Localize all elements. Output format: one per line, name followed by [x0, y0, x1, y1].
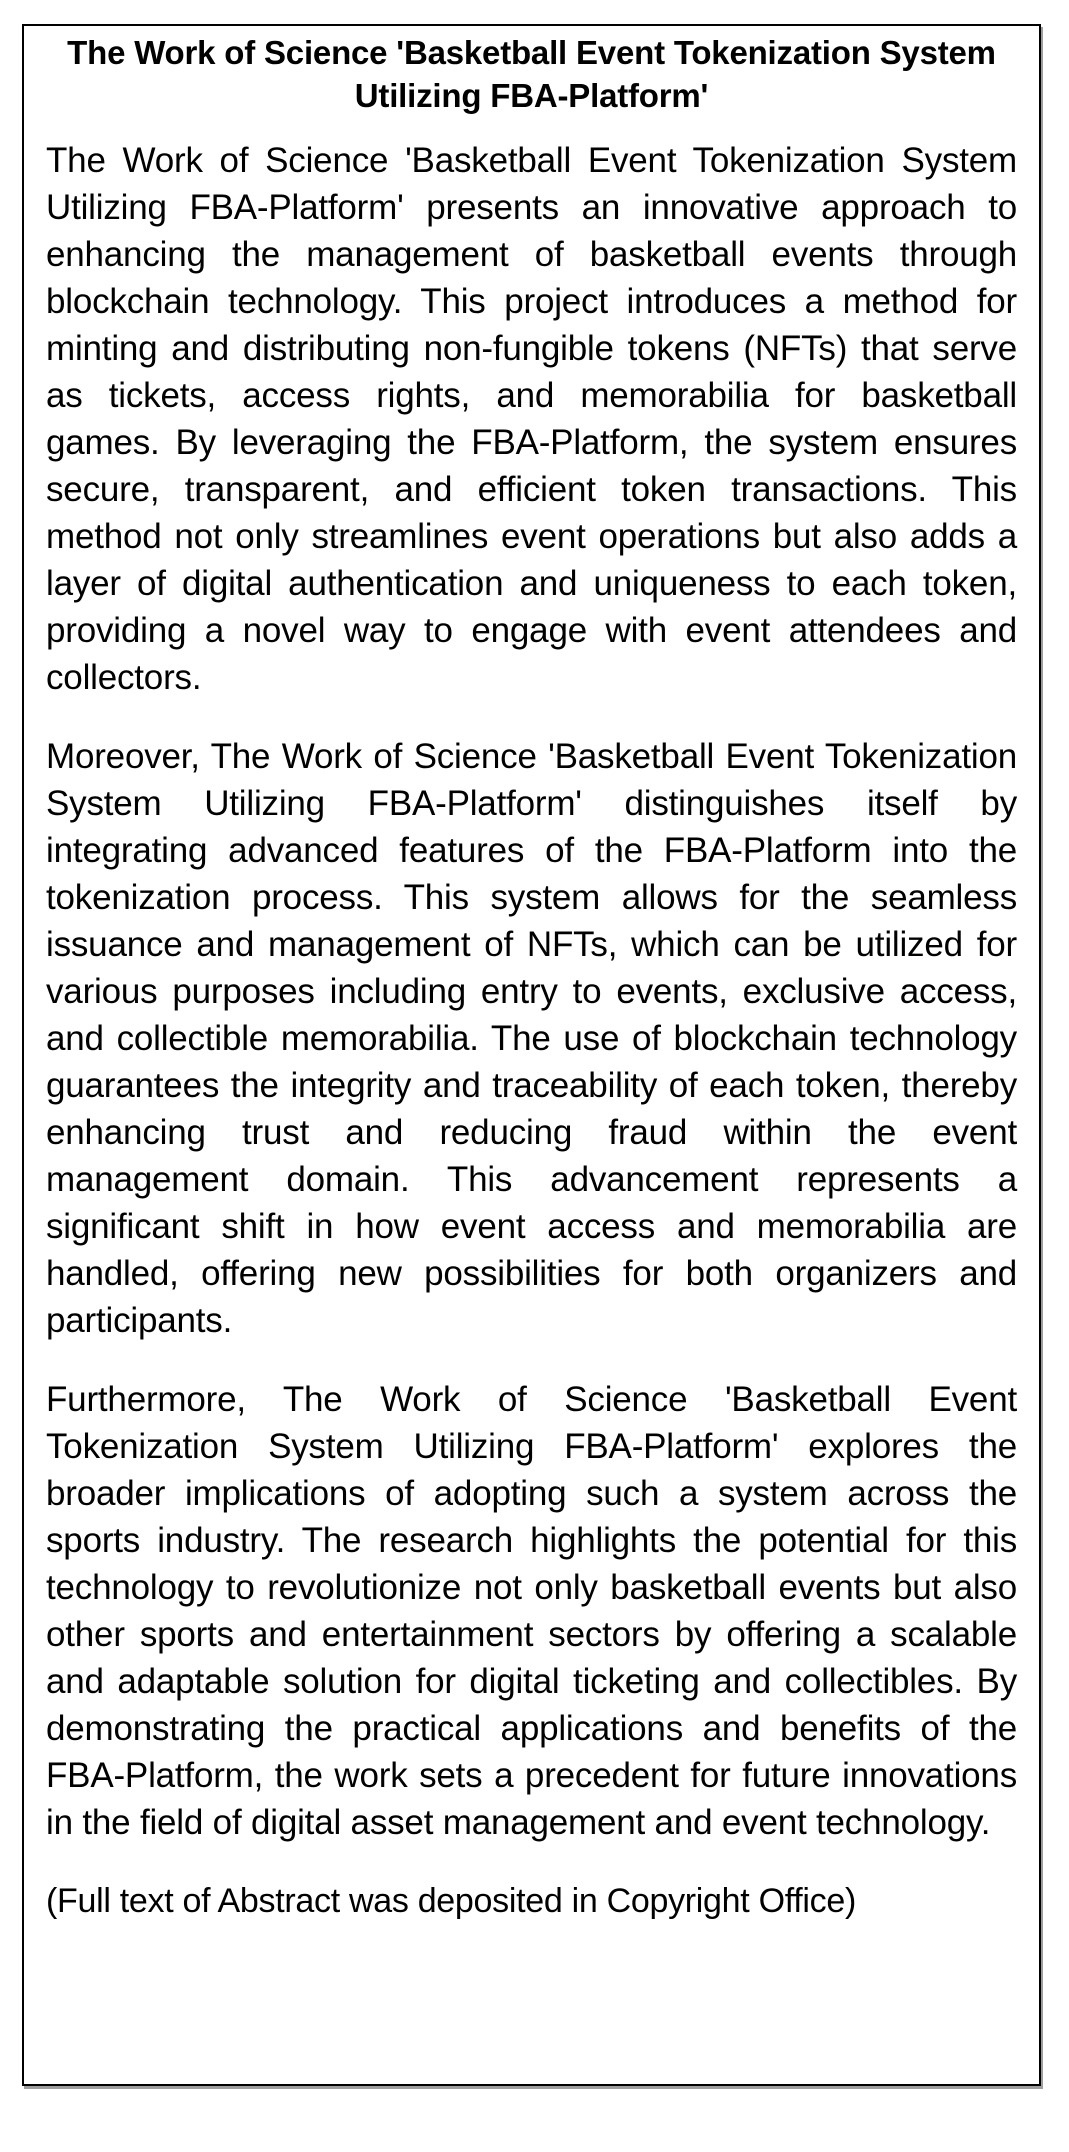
abstract-title: The Work of Science 'Basketball Event Tokenization System Utilizing FBA-Platform': [67, 34, 996, 114]
abstract-paragraph-3: Furthermore, The Work of Science 'Basketball Event Tokenization System Utilizing FBA-Platform' explores the broader implications of adopting such a system across the sports industry. The research highlights the potential for this technology to revolutionize not only basketball events but also other sports and entertainment sectors by offering a scalable and adaptable solution for digital ticketing and collectibles. By demonstrating the practical applications and benefits of the FBA-Platform, the work sets a precedent for future innovations in the field of digital asset management and event technology.: [46, 1380, 1017, 1842]
abstract-paragraph-1: The Work of Science 'Basketball Event Tokenization System Utilizing FBA-Platform' presents an innovative approach to enhancing the management of basketball events through blockchain technology. This project introduces a method for minting and distributing non-fungible tokens (NFTs) that serve as tickets, access rights, and memorabilia for basketball games. By leveraging the FBA-Platform, the system ensures secure, transparent, and efficient token transactions. This method not only streamlines event operations but also adds a layer of digital authentication and uniqueness to each token, providing a novel way to engage with event attendees and collectors.: [46, 141, 1017, 697]
abstract-paragraph-2: Moreover, The Work of Science 'Basketball Event Tokenization System Utilizing FBA-Platform' distinguishes itself by integrating advanced features of the FBA-Platform into the tokenization process. This system allows for the seamless issuance and management of NFTs, which can be utilized for various purposes including entry to events, exclusive access, and collectible memorabilia. The use of blockchain technology guarantees the integrity and traceability of each token, thereby enhancing trust and reducing fraud within the event management domain. This advancement represents a significant shift in how event access and memorabilia are handled, offering new possibilities for both organizers and participants.: [46, 737, 1017, 1340]
abstract-document-box: [22, 24, 1041, 2086]
copyright-deposit-note: (Full text of Abstract was deposited in Copyright Office): [46, 1882, 856, 1920]
